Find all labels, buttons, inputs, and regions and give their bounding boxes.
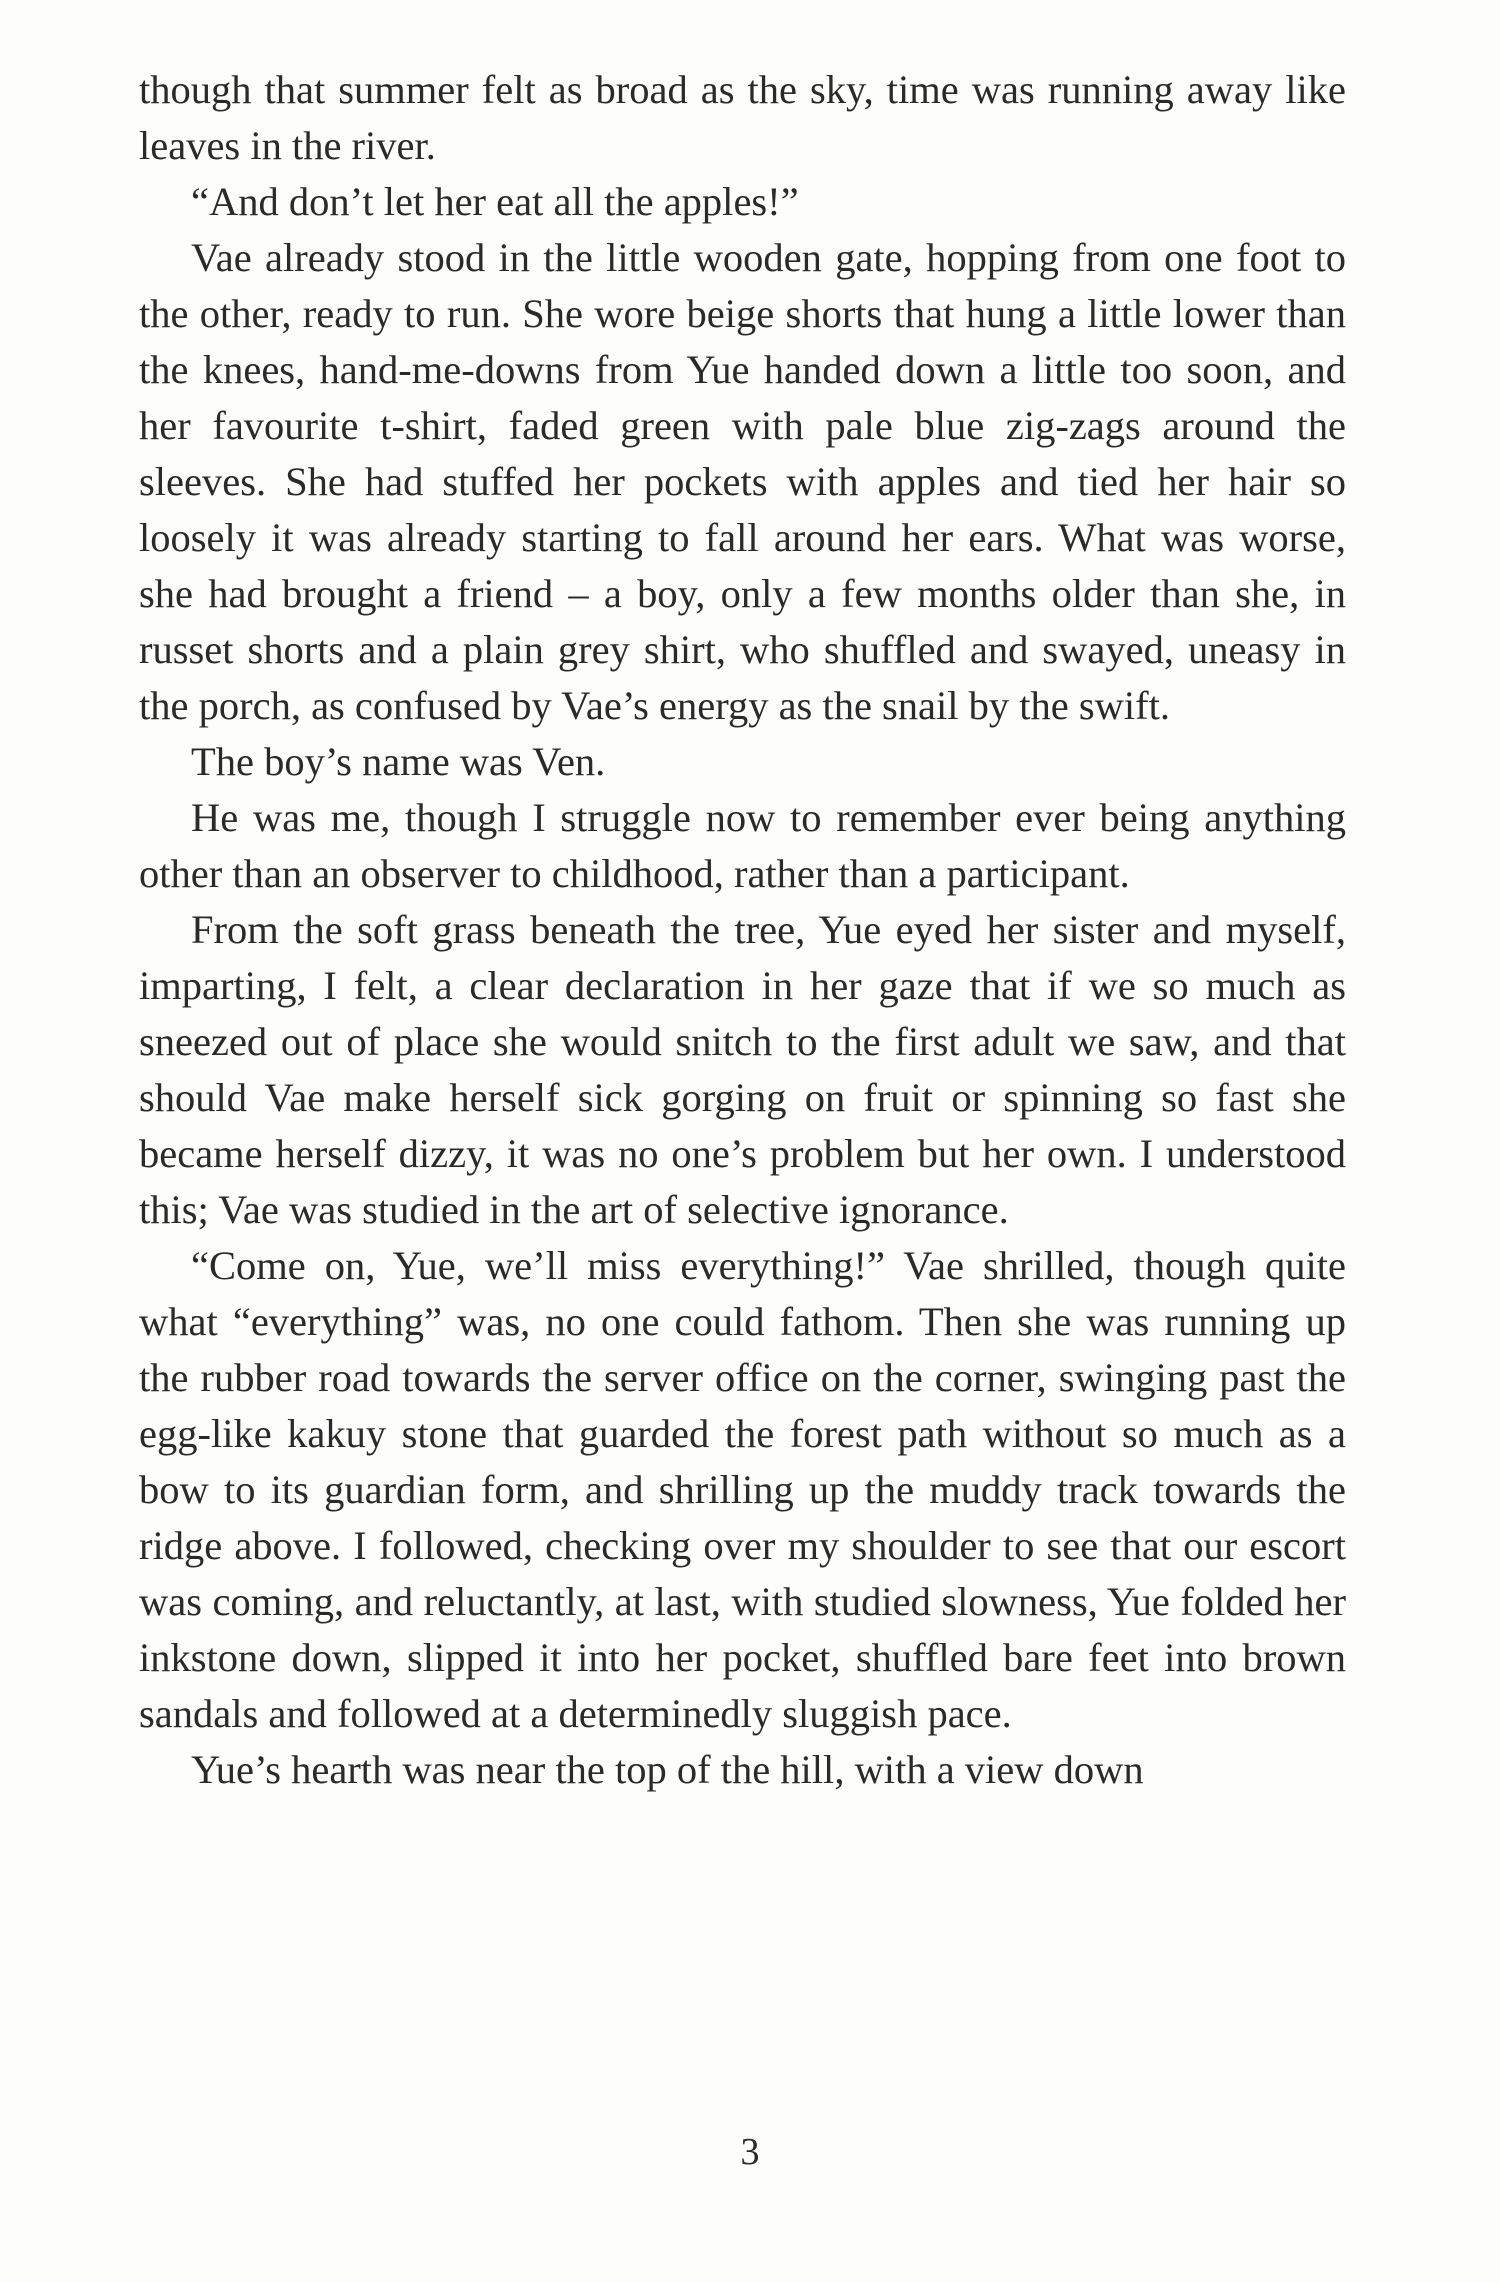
paragraph: “And don’t let her eat all the apples!”	[191, 179, 799, 224]
paragraph: “Come on, Yue, we’ll miss everything!” Vae shrilled, though quite what “everything” was, no one could fathom. Then she was running up the rubber road towards the server office on the corner, swinging past the egg-like kakuy stone that guarded the forest path without so much as a bow to its guardian form, and shrilling up the muddy track towards the ridge above. I followed, checking over my shoulder to see that our escort was coming, and reluctantly, at last, with studied slowness, Yue folded her inkstone down, slipped it into her pocket, shuffled bare feet into brown sandals and followed at a determinedly sluggish pace.	[139, 1243, 1346, 1736]
paragraph: The boy’s name was Ven.	[191, 739, 606, 784]
paragraph: Vae already stood in the little wooden gate, hopping from one foot to the other, ready to run. She wore beige shorts that hung a little lower than the knees, hand-me-downs from Yue handed down a little too soon, and her favourite t-shirt, faded green with pale blue zig-zags around the sleeves. She had stuffed her pockets with apples and tied her hair so loosely it was already starting to fall around her ears. What was worse, she had brought a friend – a boy, only a few months older than she, in russet shorts and a plain grey shirt, who shuffled and swayed, uneasy in the porch, as confused by Vae’s energy as the snail by the swift.	[139, 235, 1346, 728]
body-text	[139, 62, 1346, 1798]
paragraph: From the soft grass beneath the tree, Yue eyed her sister and myself, imparting, I felt, a clear declaration in her gaze that if we so much as sneezed out of place she would snitch to the first adult we saw, and that should Vae make herself sick gorging on fruit or spinning so fast she became herself dizzy, it was no one’s problem but her own. I understood this; Vae was studied in the art of selective ignorance.	[139, 907, 1346, 1232]
page-number: 3	[740, 2131, 760, 2173]
paragraph: He was me, though I struggle now to remember ever being anything other than an observer to childhood, rather than a participant.	[139, 795, 1346, 896]
paragraph: though that summer felt as broad as the sky, time was running away like leaves in the river.	[139, 67, 1346, 168]
paragraph: Yue’s hearth was near the top of the hill, with a view down	[191, 1747, 1144, 1792]
